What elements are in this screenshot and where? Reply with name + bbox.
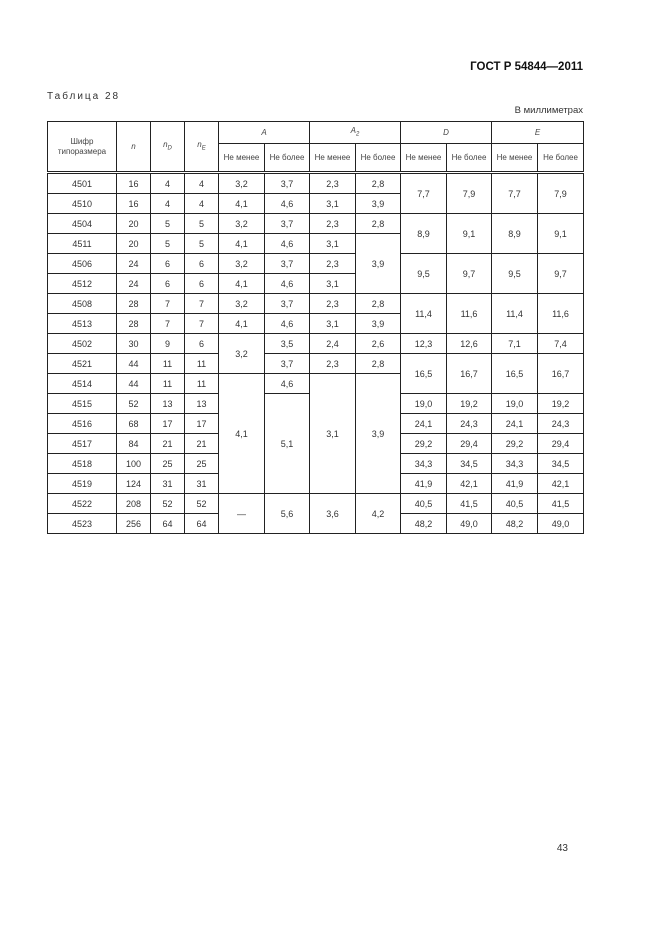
cell-code: 4512 <box>48 274 117 294</box>
cell-D-max: 19,2 <box>447 394 492 414</box>
cell-A2-min: 3,1 <box>310 314 356 334</box>
col-header-D-min: Не менее <box>401 144 447 173</box>
cell-n: 20 <box>117 234 151 254</box>
cell-A-max: 3,7 <box>265 354 310 374</box>
cell-code: 4513 <box>48 314 117 334</box>
table-row <box>48 334 584 354</box>
cell-D-max: 29,4 <box>447 434 492 454</box>
table-title: Таблица 28 <box>47 91 121 102</box>
cell-code: 4519 <box>48 474 117 494</box>
cell-D-max: 41,5 <box>447 494 492 514</box>
cell-nD: 7 <box>151 314 185 334</box>
cell-E-max: 7,9 <box>538 173 584 214</box>
cell-D-min: 24,1 <box>401 414 447 434</box>
cell-n: 44 <box>117 374 151 394</box>
cell-A-max: 3,7 <box>265 173 310 194</box>
col-header-code: Шифр типоразмера <box>48 122 117 173</box>
col-header-nD: $n_D$ <box>151 122 185 173</box>
col-header-A2-max: Не более <box>356 144 401 173</box>
table-row <box>48 294 584 314</box>
cell-A-min: 3,2 <box>219 173 265 194</box>
table-row <box>48 254 584 274</box>
cell-E-max: 29,4 <box>538 434 584 454</box>
cell-A-max: 3,7 <box>265 294 310 314</box>
col-header-A-min: Не менее <box>219 144 265 173</box>
cell-nD: 9 <box>151 334 185 354</box>
cell-A2-max: 3,9 <box>356 234 401 294</box>
cell-A2-min: 2,3 <box>310 354 356 374</box>
cell-A-min: 3,2 <box>219 254 265 274</box>
cell-A2-min: 2,4 <box>310 334 356 354</box>
cell-A-max: 4,6 <box>265 314 310 334</box>
cell-nD: 25 <box>151 454 185 474</box>
cell-A-min: 4,1 <box>219 374 265 494</box>
cell-E-max: 41,5 <box>538 494 584 514</box>
cell-A2-min: 3,1 <box>310 274 356 294</box>
cell-nD: 13 <box>151 394 185 414</box>
cell-nD: 52 <box>151 494 185 514</box>
cell-code: 4508 <box>48 294 117 314</box>
cell-D-max: 49,0 <box>447 514 492 534</box>
cell-n: 44 <box>117 354 151 374</box>
cell-nE: 7 <box>185 294 219 314</box>
cell-A2-max: 2,8 <box>356 214 401 234</box>
cell-nE: 64 <box>185 514 219 534</box>
cell-D-min: 34,3 <box>401 454 447 474</box>
cell-A2-min: 3,1 <box>310 374 356 494</box>
cell-A-min: 4,1 <box>219 274 265 294</box>
cell-A-min: 3,2 <box>219 214 265 234</box>
cell-n: 24 <box>117 274 151 294</box>
cell-A-max: 4,6 <box>265 194 310 214</box>
cell-nD: 21 <box>151 434 185 454</box>
cell-E-min: 29,2 <box>492 434 538 454</box>
cell-n: 24 <box>117 254 151 274</box>
cell-n: 100 <box>117 454 151 474</box>
cell-A-min: 4,1 <box>219 234 265 254</box>
cell-E-max: 49,0 <box>538 514 584 534</box>
document-code: ГОСТ Р 54844—2011 <box>470 61 583 73</box>
cell-A-min: 3,2 <box>219 334 265 374</box>
cell-E-min: 48,2 <box>492 514 538 534</box>
page-number: 43 <box>556 843 568 854</box>
cell-nE: 17 <box>185 414 219 434</box>
cell-n: 20 <box>117 214 151 234</box>
cell-E-min: 16,5 <box>492 354 538 394</box>
cell-A2-min: 3,1 <box>310 194 356 214</box>
cell-A-max: 5,1 <box>265 394 310 494</box>
cell-nD: 6 <box>151 254 185 274</box>
cell-E-min: 8,9 <box>492 214 538 254</box>
cell-n: 124 <box>117 474 151 494</box>
cell-n: 208 <box>117 494 151 514</box>
table-row <box>48 214 584 234</box>
cell-nE: 21 <box>185 434 219 454</box>
cell-nD: 5 <box>151 234 185 254</box>
cell-A2-max: 2,8 <box>356 354 401 374</box>
cell-A-max: 3,7 <box>265 214 310 234</box>
cell-A-max: 5,6 <box>265 494 310 534</box>
col-header-nE: $n_E$ <box>185 122 219 173</box>
cell-D-min: 16,5 <box>401 354 447 394</box>
cell-A2-min: 2,3 <box>310 254 356 274</box>
col-header-E: E <box>492 122 584 144</box>
cell-D-min: 48,2 <box>401 514 447 534</box>
cell-D-max: 16,7 <box>447 354 492 394</box>
col-header-A: A <box>219 122 310 144</box>
cell-E-max: 42,1 <box>538 474 584 494</box>
cell-D-min: 8,9 <box>401 214 447 254</box>
cell-n: 28 <box>117 294 151 314</box>
cell-code: 4506 <box>48 254 117 274</box>
cell-A-min: 4,1 <box>219 194 265 214</box>
cell-E-max: 9,7 <box>538 254 584 294</box>
cell-nE: 13 <box>185 394 219 414</box>
cell-nE: 6 <box>185 254 219 274</box>
col-header-E-min: Не менее <box>492 144 538 173</box>
cell-nE: 25 <box>185 454 219 474</box>
cell-nE: 4 <box>185 173 219 194</box>
cell-D-min: 12,3 <box>401 334 447 354</box>
cell-A2-max: 3,9 <box>356 374 401 494</box>
col-header-A-max: Не более <box>265 144 310 173</box>
cell-nD: 7 <box>151 294 185 314</box>
cell-nD: 11 <box>151 354 185 374</box>
cell-nE: 5 <box>185 214 219 234</box>
cell-A-max: 4,6 <box>265 234 310 254</box>
cell-A-min: — <box>219 494 265 534</box>
cell-A2-max: 2,8 <box>356 173 401 194</box>
cell-D-max: 9,7 <box>447 254 492 294</box>
cell-code: 4517 <box>48 434 117 454</box>
cell-code: 4518 <box>48 454 117 474</box>
cell-E-max: 9,1 <box>538 214 584 254</box>
cell-E-max: 11,6 <box>538 294 584 334</box>
cell-D-max: 7,9 <box>447 173 492 214</box>
cell-A-min: 3,2 <box>219 294 265 314</box>
cell-nD: 31 <box>151 474 185 494</box>
cell-nD: 6 <box>151 274 185 294</box>
cell-E-min: 40,5 <box>492 494 538 514</box>
cell-D-max: 12,6 <box>447 334 492 354</box>
cell-nE: 7 <box>185 314 219 334</box>
cell-A2-min: 3,6 <box>310 494 356 534</box>
cell-code: 4523 <box>48 514 117 534</box>
cell-D-max: 11,6 <box>447 294 492 334</box>
cell-nD: 64 <box>151 514 185 534</box>
cell-D-max: 42,1 <box>447 474 492 494</box>
cell-D-min: 9,5 <box>401 254 447 294</box>
cell-nD: 17 <box>151 414 185 434</box>
cell-n: 52 <box>117 394 151 414</box>
cell-E-min: 19,0 <box>492 394 538 414</box>
cell-code: 4511 <box>48 234 117 254</box>
cell-A-max: 4,6 <box>265 274 310 294</box>
cell-nD: 5 <box>151 214 185 234</box>
cell-D-min: 19,0 <box>401 394 447 414</box>
cell-nE: 6 <box>185 334 219 354</box>
cell-nE: 11 <box>185 354 219 374</box>
cell-n: 30 <box>117 334 151 354</box>
cell-D-min: 40,5 <box>401 494 447 514</box>
cell-D-min: 41,9 <box>401 474 447 494</box>
cell-nD: 4 <box>151 173 185 194</box>
cell-E-max: 24,3 <box>538 414 584 434</box>
cell-A2-min: 2,3 <box>310 294 356 314</box>
col-header-E-max: Не более <box>538 144 584 173</box>
cell-code: 4501 <box>48 173 117 194</box>
cell-A2-min: 3,1 <box>310 234 356 254</box>
dimensions-table <box>47 121 584 534</box>
cell-nE: 6 <box>185 274 219 294</box>
cell-n: 84 <box>117 434 151 454</box>
cell-A2-max: 3,9 <box>356 314 401 334</box>
cell-nE: 52 <box>185 494 219 514</box>
cell-E-max: 16,7 <box>538 354 584 394</box>
cell-nE: 11 <box>185 374 219 394</box>
cell-n: 28 <box>117 314 151 334</box>
cell-A-max: 4,6 <box>265 374 310 394</box>
cell-code: 4504 <box>48 214 117 234</box>
col-header-D: D <box>401 122 492 144</box>
table-row <box>48 494 584 514</box>
cell-n: 16 <box>117 173 151 194</box>
table-row <box>48 173 584 194</box>
cell-D-max: 34,5 <box>447 454 492 474</box>
cell-code: 4514 <box>48 374 117 394</box>
cell-A2-max: 4,2 <box>356 494 401 534</box>
col-header-A2: $A_2$ <box>310 122 401 144</box>
cell-E-max: 19,2 <box>538 394 584 414</box>
cell-E-max: 7,4 <box>538 334 584 354</box>
cell-A-max: 3,7 <box>265 254 310 274</box>
cell-nE: 31 <box>185 474 219 494</box>
cell-D-max: 24,3 <box>447 414 492 434</box>
cell-nD: 4 <box>151 194 185 214</box>
cell-A2-max: 3,9 <box>356 194 401 214</box>
cell-A-min: 4,1 <box>219 314 265 334</box>
table-row <box>48 354 584 374</box>
cell-n: 16 <box>117 194 151 214</box>
cell-E-min: 41,9 <box>492 474 538 494</box>
cell-E-min: 11,4 <box>492 294 538 334</box>
col-header-D-max: Не более <box>447 144 492 173</box>
cell-A2-min: 2,3 <box>310 173 356 194</box>
cell-code: 4515 <box>48 394 117 414</box>
cell-n: 68 <box>117 414 151 434</box>
cell-E-min: 9,5 <box>492 254 538 294</box>
cell-nE: 4 <box>185 194 219 214</box>
cell-E-min: 34,3 <box>492 454 538 474</box>
units-note: В миллиметрах <box>514 105 583 116</box>
cell-nD: 11 <box>151 374 185 394</box>
cell-n: 256 <box>117 514 151 534</box>
cell-A-max: 3,5 <box>265 334 310 354</box>
cell-nE: 5 <box>185 234 219 254</box>
cell-D-min: 11,4 <box>401 294 447 334</box>
cell-D-max: 9,1 <box>447 214 492 254</box>
cell-A2-max: 2,8 <box>356 294 401 314</box>
cell-E-min: 7,1 <box>492 334 538 354</box>
cell-A2-max: 2,6 <box>356 334 401 354</box>
cell-E-min: 24,1 <box>492 414 538 434</box>
cell-D-min: 29,2 <box>401 434 447 454</box>
cell-code: 4516 <box>48 414 117 434</box>
cell-D-min: 7,7 <box>401 173 447 214</box>
cell-code: 4510 <box>48 194 117 214</box>
cell-E-min: 7,7 <box>492 173 538 214</box>
cell-code: 4522 <box>48 494 117 514</box>
cell-code: 4521 <box>48 354 117 374</box>
cell-A2-min: 2,3 <box>310 214 356 234</box>
cell-E-max: 34,5 <box>538 454 584 474</box>
col-header-A2-min: Не менее <box>310 144 356 173</box>
cell-code: 4502 <box>48 334 117 354</box>
col-header-n: n <box>117 122 151 173</box>
